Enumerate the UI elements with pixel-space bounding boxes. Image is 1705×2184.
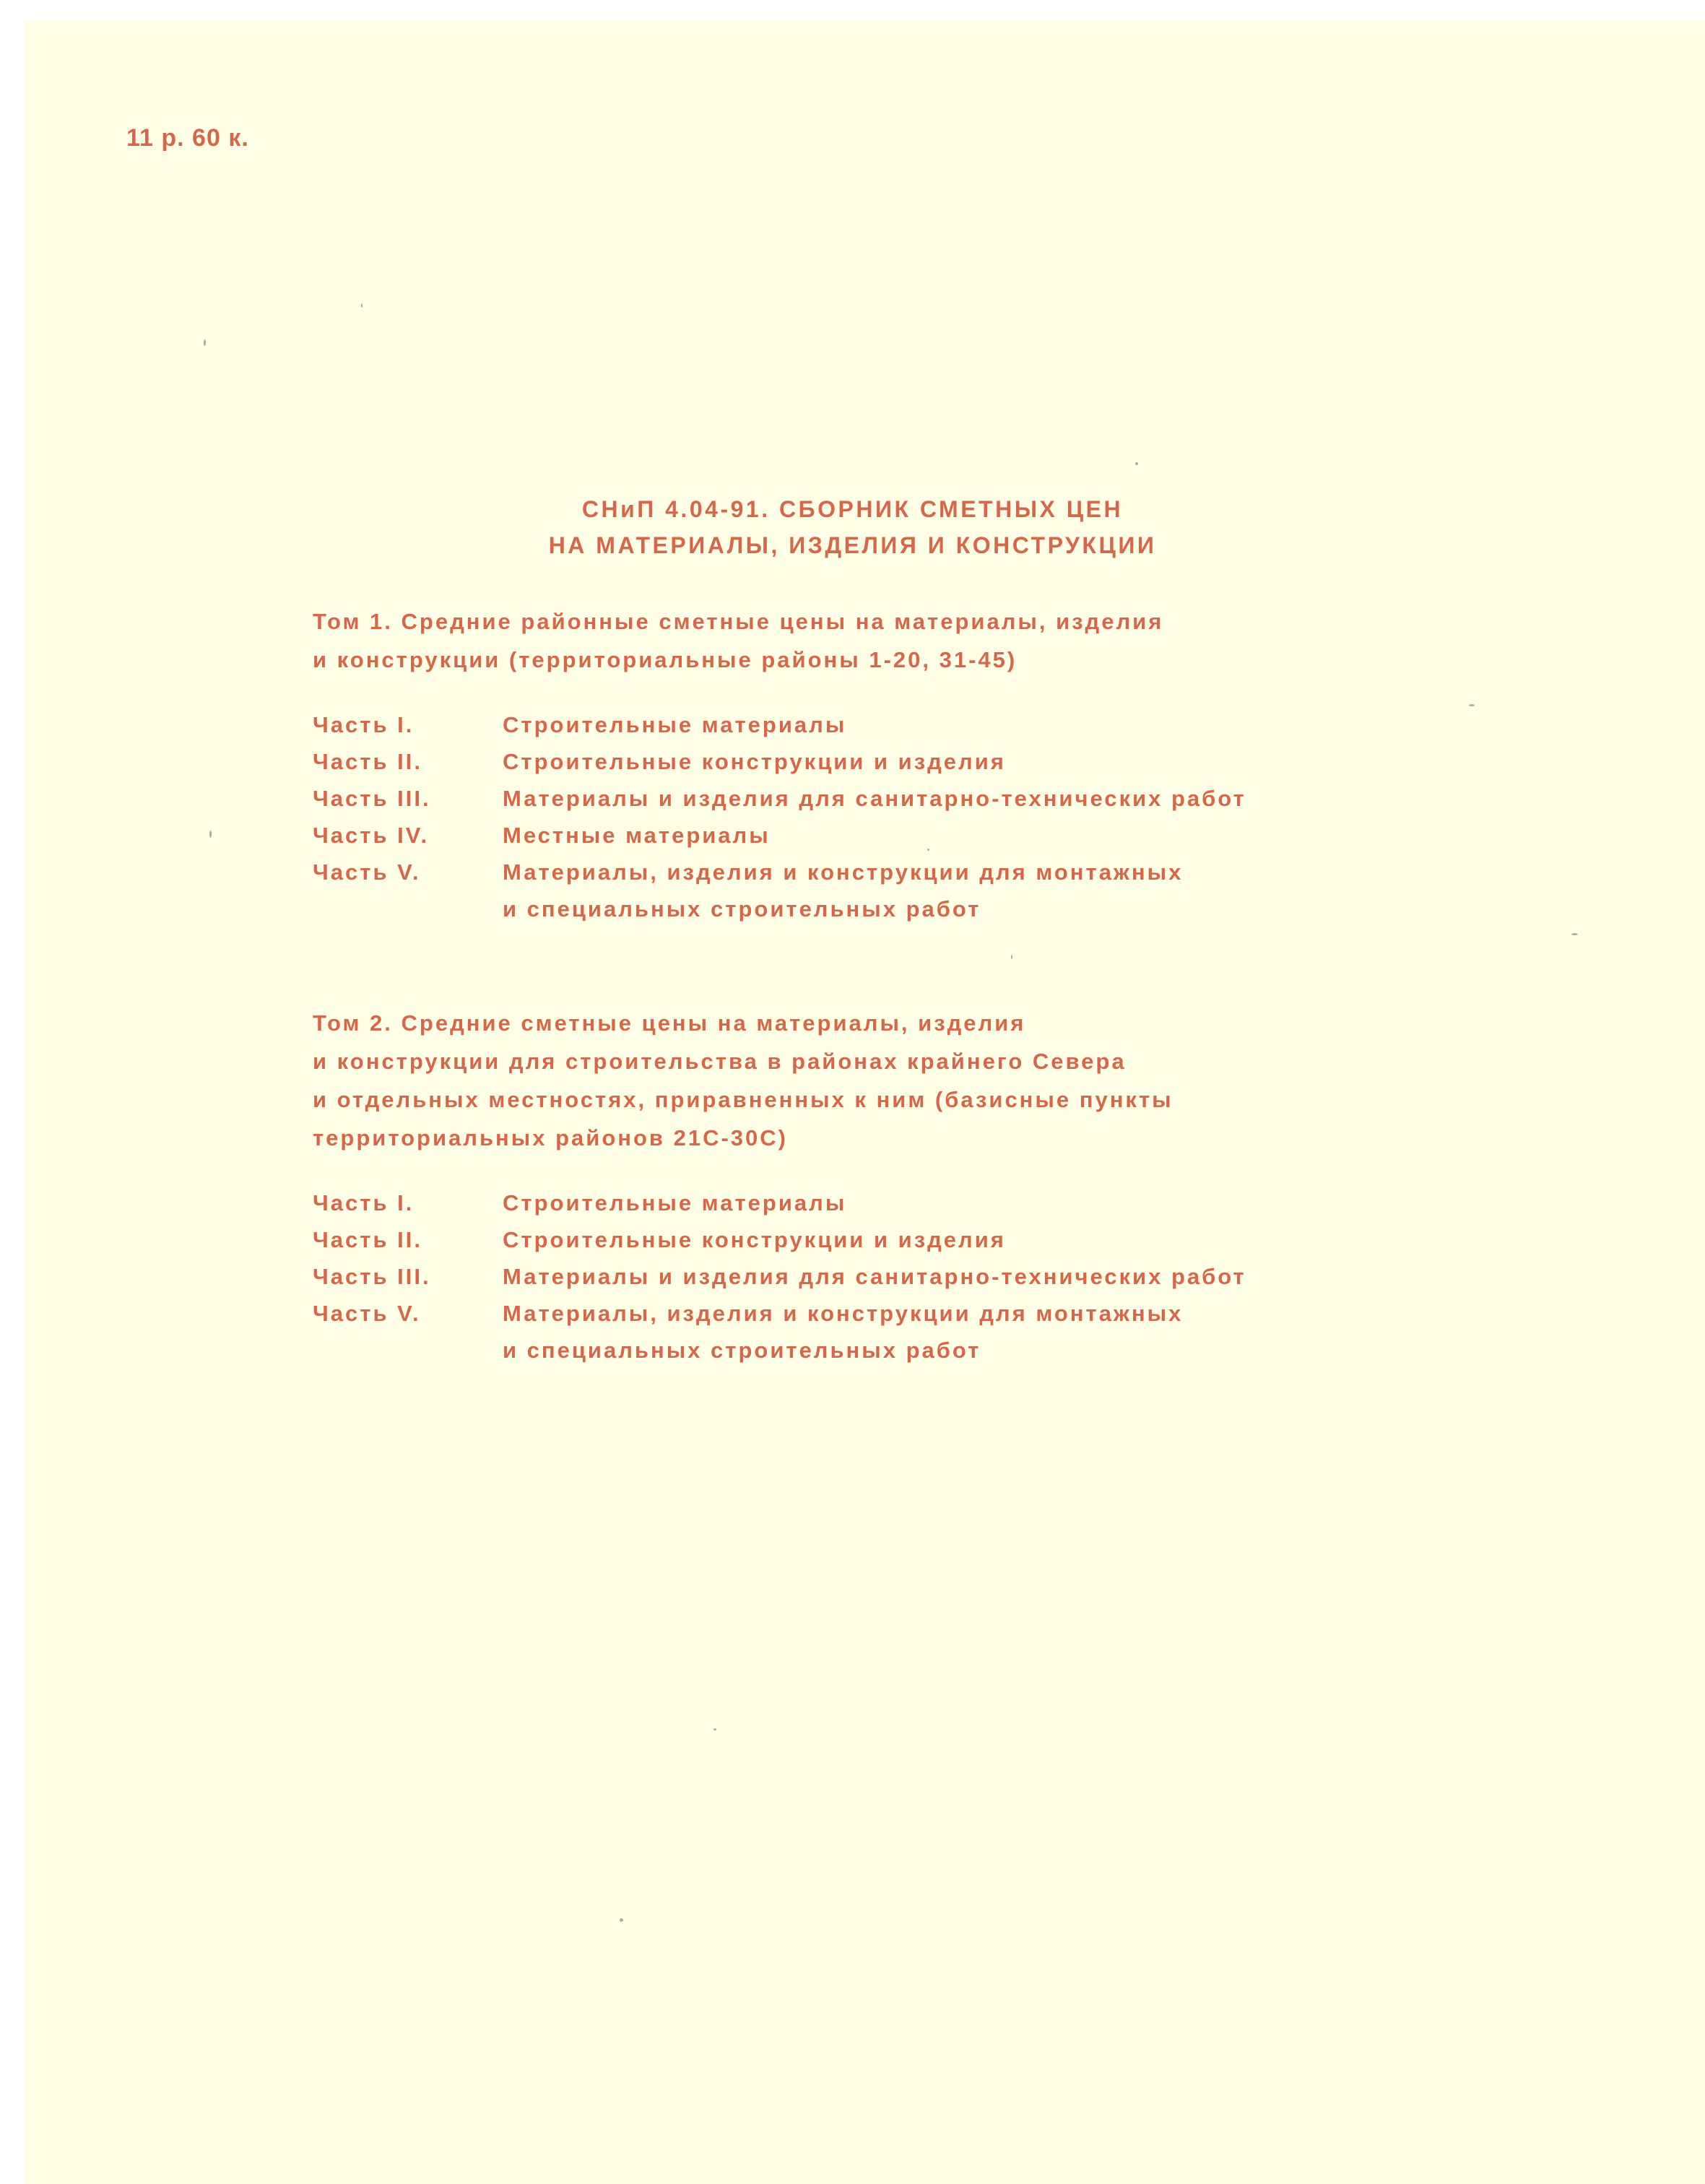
part-label: Часть II. [313, 1227, 422, 1252]
paper-speck [209, 831, 212, 838]
paper-speck [927, 849, 929, 851]
paper-speck [361, 303, 363, 308]
part-title-line: Строительные конструкции и изделия [503, 749, 1006, 774]
volume-1-heading-line-2: и конструкции (территориальные районы 1-20, 31-45) [313, 647, 1018, 672]
part-label: Часть III. [313, 786, 431, 811]
paper-speck [1571, 933, 1578, 935]
volume-1-heading [313, 602, 1246, 679]
paper-speck [620, 1918, 623, 1922]
part-label: Часть V. [313, 859, 421, 885]
paper-speck [1135, 462, 1138, 465]
title-line-1: СНиП 4.04-91. СБОРНИК СМЕТНЫХ ЦЕН [581, 496, 1124, 522]
paper-speck [204, 339, 206, 346]
part-title-line: Строительные материалы [503, 1190, 847, 1216]
part-title [503, 706, 846, 743]
part-title-line: Материалы и изделия для санитарно-технических работ [503, 1264, 1246, 1289]
price-label: 11 р. 60 к. [126, 124, 249, 152]
part-label: Часть IV. [313, 823, 430, 848]
part-title [503, 1221, 1006, 1258]
part-title-line: Материалы, изделия и конструкции для монтажных [503, 859, 1184, 885]
volume-2-heading [313, 1004, 1246, 1157]
part-title-line: Местные материалы [503, 823, 771, 848]
volume-1-section [313, 602, 1246, 927]
list-item [313, 817, 1246, 854]
part-title [503, 743, 1006, 780]
part-title-line: и специальных строительных работ [503, 896, 981, 922]
page-title [0, 491, 1705, 563]
part-label: Часть III. [313, 1264, 431, 1289]
part-title [503, 1295, 1183, 1369]
part-label: Часть I. [313, 1190, 415, 1216]
part-title [503, 854, 1183, 927]
volume-2-heading-line-4: территориальных районов 21С-30С) [313, 1125, 788, 1150]
part-title-line: Материалы и изделия для санитарно-технических работ [503, 786, 1246, 811]
volume-1-heading-line-1: Том 1. Средние районные сметные цены на материалы, изделия [313, 609, 1164, 634]
part-title [503, 1184, 846, 1221]
part-title-line: и специальных строительных работ [503, 1338, 981, 1363]
part-title [503, 817, 771, 854]
paper-speck [1469, 704, 1475, 706]
part-title [503, 780, 1246, 817]
list-item [313, 706, 1246, 743]
volume-2-heading-line-2: и конструкции для строительства в районах крайнего Севера [313, 1049, 1127, 1074]
list-item [313, 1184, 1246, 1221]
volume-2-heading-line-3: и отдельных местностях, приравненных к ним (базисные пункты [313, 1087, 1173, 1112]
list-item [313, 1221, 1246, 1258]
volume-1-parts-list [313, 706, 1246, 927]
paper-speck [713, 1728, 716, 1730]
part-label: Часть II. [313, 749, 422, 774]
list-item [313, 854, 1246, 927]
list-item [313, 743, 1246, 780]
title-line-2: НА МАТЕРИАЛЫ, ИЗДЕЛИЯ И КОНСТРУКЦИИ [548, 532, 1157, 558]
paper-speck [1011, 955, 1012, 959]
part-label: Часть I. [313, 712, 415, 737]
list-item [313, 780, 1246, 817]
part-title-line: Строительные материалы [503, 712, 847, 737]
volume-2-heading-line-1: Том 2. Средние сметные цены на материалы, изделия [313, 1010, 1026, 1036]
volume-2-parts-list [313, 1184, 1246, 1369]
list-item [313, 1295, 1246, 1369]
volume-2-section [313, 1004, 1246, 1369]
part-title-line: Строительные конструкции и изделия [503, 1227, 1006, 1252]
part-title [503, 1258, 1246, 1295]
list-item [313, 1258, 1246, 1295]
part-title-line: Материалы, изделия и конструкции для монтажных [503, 1301, 1184, 1326]
part-label: Часть V. [313, 1301, 421, 1326]
